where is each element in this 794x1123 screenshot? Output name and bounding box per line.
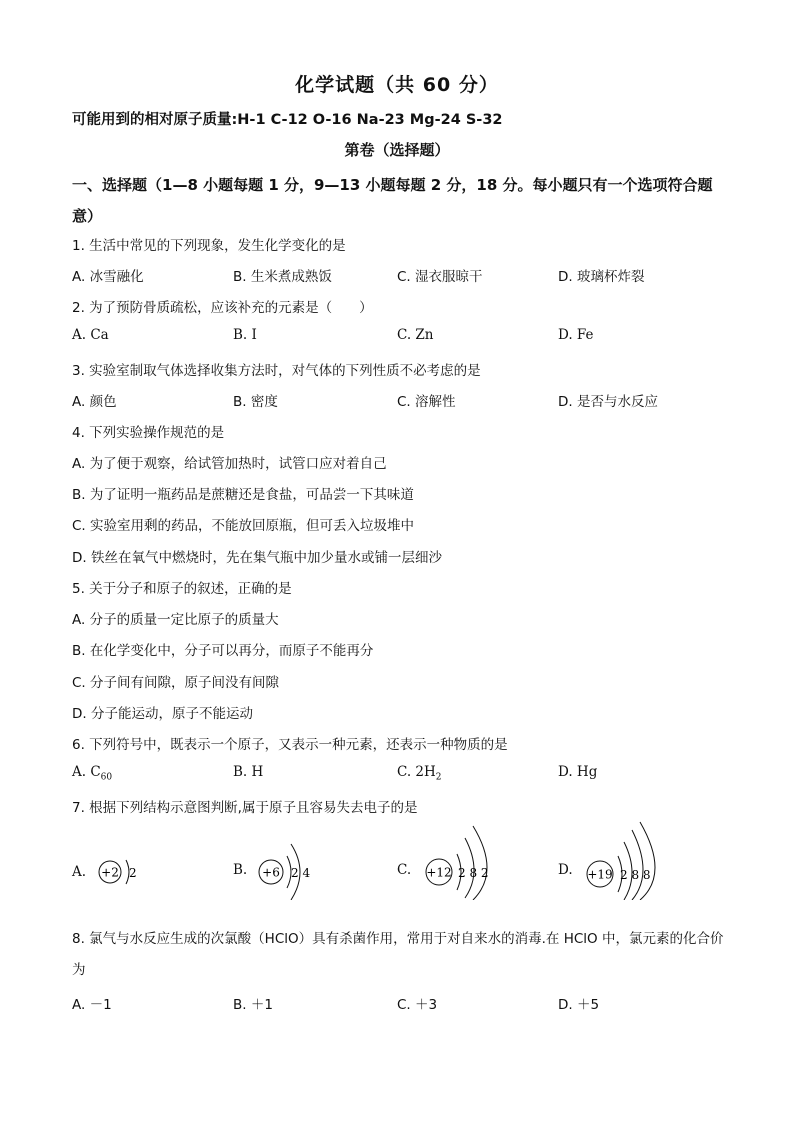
option-b[interactable]: B. 为了证明一瓶药品是蔗糖还是食盐，可品尝一下其味道 <box>72 487 414 503</box>
question-8-stem: 8. 氯气与水反应生成的次氯酸（HClO）具有杀菌作用，常用于对自来水的消毒.在 HClO 中，氯元素的化合价为 <box>72 931 724 978</box>
electron-shells: 2 8 2 <box>458 866 489 880</box>
question-4-stem: 4. 下列实验操作规范的是 <box>72 425 225 441</box>
option-a[interactable]: A. $C_{60}$ <box>72 764 113 783</box>
option-b[interactable]: B. I <box>233 327 257 343</box>
option-b[interactable]: B. 在化学变化中，分子可以再分，而原子不能再分 <box>72 643 374 659</box>
option-c[interactable]: C. 湿衣服晾干 <box>397 269 483 285</box>
option-label: D. <box>558 862 573 878</box>
option-label: B. <box>233 862 248 878</box>
option-b[interactable]: B. 密度 <box>233 394 278 410</box>
question-1-options <box>72 265 732 285</box>
atom-structure-b <box>253 820 343 900</box>
option-c[interactable]: C. ＋3 <box>397 997 438 1013</box>
electron-shells: 2 <box>129 866 137 880</box>
question-7-stem: 7. 根据下列结构示意图判断,属于原子且容易失去电子的是 <box>72 800 418 816</box>
atom-structure-a <box>92 820 162 900</box>
question-6-stem: 6. 下列符号中，既表示一个原子，又表示一种元素，还表示一种物质的是 <box>72 737 508 753</box>
option-d[interactable]: D. 玻璃杯炸裂 <box>558 269 645 285</box>
option-d[interactable]: D. ＋5 <box>558 997 600 1013</box>
electron-shells: 2 8 8 <box>620 868 651 882</box>
atom-structure-d <box>578 820 708 900</box>
option-b[interactable]: B. 生米煮成熟饭 <box>233 269 332 285</box>
question-5-stem: 5. 关于分子和原子的叙述，正确的是 <box>72 581 292 597</box>
atom-diagrams <box>72 820 732 900</box>
option-a[interactable]: A. 分子的质量一定比原子的质量大 <box>72 612 279 628</box>
option-c[interactable]: C. $2H_2$ <box>397 764 442 783</box>
option-d[interactable]: D. 是否与水反应 <box>558 394 658 410</box>
question-3-stem: 3. 实验室制取气体选择收集方法时，对气体的下列性质不必考虑的是 <box>72 363 481 379</box>
nucleus-charge: +2 <box>101 865 119 880</box>
section-heading: 一、选择题（1—8 小题每题 1 分，9—13 小题每题 2 分，18 分。每小题只有一个选项符合题意） <box>72 176 713 225</box>
question-6-options <box>72 764 732 784</box>
option-a[interactable]: A. Ca <box>72 327 109 343</box>
option-b[interactable]: B. ＋1 <box>233 997 273 1013</box>
nucleus-charge: +12 <box>426 865 452 880</box>
option-c[interactable]: C. 溶解性 <box>397 394 456 410</box>
nucleus-charge: +6 <box>262 865 280 880</box>
option-label: C. <box>397 862 412 878</box>
option-d[interactable]: D. Hg <box>558 764 598 780</box>
option-c[interactable]: C. Zn <box>397 327 434 343</box>
electron-shells: 2 4 <box>291 866 311 880</box>
option-d[interactable]: D. 分子能运动，原子不能运动 <box>72 706 253 722</box>
option-label: A. <box>72 864 87 880</box>
question-8-options <box>72 993 732 1013</box>
option-d[interactable]: D. 铁丝在氧气中燃烧时，先在集气瓶中加少量水或铺一层细沙 <box>72 550 442 566</box>
option-c[interactable]: C. 实验室用剩的药品，不能放回原瓶，但可丢入垃圾堆中 <box>72 518 415 534</box>
question-3-options <box>72 390 732 410</box>
question-1-stem: 1. 生活中常见的下列现象，发生化学变化的是 <box>72 238 346 254</box>
option-a[interactable]: A. 颜色 <box>72 394 117 410</box>
nucleus-charge: +19 <box>587 867 613 882</box>
relative-atomic-masses: 可能用到的相对原子质量:H-1 C-12 O-16 Na-23 Mg-24 S-32 <box>72 112 503 128</box>
page-title: 化学试题（共 60 分） <box>295 74 499 96</box>
part-title: 第卷（选择题） <box>344 141 450 159</box>
option-a[interactable]: A. 冰雪融化 <box>72 269 144 285</box>
option-a[interactable]: A. 为了便于观察，给试管加热时，试管口应对着自己 <box>72 456 387 472</box>
question-2-options <box>72 327 732 347</box>
option-a[interactable]: A. －1 <box>72 997 112 1013</box>
option-d[interactable]: D. Fe <box>558 327 594 343</box>
option-b[interactable]: B. H <box>233 764 264 780</box>
option-c[interactable]: C. 分子间有间隙，原子间没有间隙 <box>72 675 280 691</box>
atom-structure-c <box>417 820 527 900</box>
question-2-stem: 2. 为了预防骨质疏松，应该补充的元素是（ ） <box>72 300 373 316</box>
